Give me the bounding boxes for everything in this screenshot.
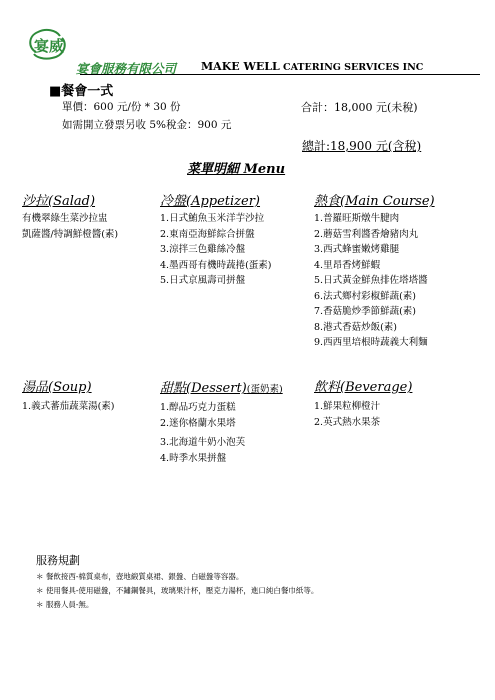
list-item: 1.醇品巧克力蛋糕 bbox=[160, 402, 236, 413]
list-item: 2.英式熱水果茶 bbox=[314, 416, 381, 428]
company-name-en-brand: MAKE WELL bbox=[201, 60, 280, 73]
salad-section bbox=[22, 190, 118, 242]
list-item: 1.鮮果粒柳橙汁 bbox=[314, 401, 381, 412]
services-list bbox=[36, 570, 318, 612]
list-item: ＊ 使用餐具-使用磁盤，不鏽鋼餐具，玻璃果汁杯，壓克力湯杯，進口純白餐巾紙等。 bbox=[36, 586, 319, 595]
appetizer-heading: 冷盤(Appetizer) bbox=[160, 194, 261, 209]
list-item: 1.日式鮪魚玉米洋芋沙拉 bbox=[160, 213, 265, 224]
list-item: 2.東南亞海鮮綜合拼盤 bbox=[160, 228, 255, 240]
list-item: 1.義式蕃茄蔬菜湯(素) bbox=[22, 401, 115, 412]
beverage-section bbox=[314, 376, 412, 430]
list-item: 3.西式蜂蜜嫩烤雞腿 bbox=[314, 244, 400, 255]
list-item: 1.普羅旺斯燉牛腱肉 bbox=[314, 213, 400, 224]
subtotal: 合計：18,000 元(未稅) bbox=[301, 101, 418, 114]
logo-text: 宴威 bbox=[33, 37, 65, 55]
appetizer-section bbox=[160, 190, 271, 289]
list-item: ＊ 服務人員-無。 bbox=[36, 600, 94, 609]
soup-heading: 湯品(Soup) bbox=[22, 380, 92, 395]
tax-note: 如需開立發票另收 5%稅金：900 元 bbox=[62, 119, 232, 131]
header-rule bbox=[80, 74, 480, 75]
list-item: 4.時季水果拼盤 bbox=[160, 452, 227, 464]
dessert-heading bbox=[160, 377, 283, 396]
salad-heading: 沙拉(Salad) bbox=[22, 194, 96, 209]
list-item: 5.日式黃金鮮魚排佐塔塔醬 bbox=[314, 275, 428, 286]
list-item: 6.法式鄉村彩椒鮮蔬(素) bbox=[314, 290, 416, 302]
unit-price: 單價：600 元/份 * 30 份 bbox=[62, 101, 181, 113]
soup-list bbox=[22, 399, 114, 415]
dessert-section bbox=[160, 377, 283, 466]
list-item: 凱薩醬/特調鮮橙醬(素) bbox=[22, 228, 119, 240]
list-item: 2.蘑菇雪利醬香燴豬肉丸 bbox=[314, 228, 419, 240]
appetizer-list bbox=[160, 211, 271, 289]
menu-title: 菜單明細 Menu bbox=[187, 162, 286, 177]
dessert-heading-note: (蛋奶素) bbox=[246, 384, 283, 395]
soup-section bbox=[22, 376, 114, 415]
list-item: 有機翠綠生菜沙拉盅 bbox=[22, 213, 108, 224]
dessert-list bbox=[160, 400, 283, 466]
beverage-heading: 飲料(Beverage) bbox=[314, 380, 413, 395]
company-name-en bbox=[201, 60, 423, 73]
main-course-list bbox=[314, 211, 435, 351]
company-name-en-rest: CATERING SERVICES INC bbox=[279, 62, 424, 73]
dessert-heading-title: 甜點(Dessert) bbox=[160, 381, 247, 396]
list-item: 5.日式京風壽司拼盤 bbox=[160, 275, 246, 286]
main-course-section bbox=[314, 190, 435, 351]
package-title: ■餐會一式 bbox=[49, 84, 114, 99]
services-title: 服務規劃 bbox=[36, 554, 80, 567]
list-item: 3.北海道牛奶小泡芙 bbox=[160, 437, 246, 448]
list-item: 7.香菇脆炒季節鮮蔬(素) bbox=[314, 306, 416, 317]
beverage-list bbox=[314, 399, 412, 430]
list-item: 2.迷你格蘭水果塔 bbox=[160, 417, 236, 429]
grand-total: 總計:18,900 元(含稅) bbox=[302, 139, 422, 153]
list-item: 4.里昂香烤鮮蝦 bbox=[314, 259, 381, 271]
list-item: 4.墨西哥有機時蔬捲(蛋素) bbox=[160, 259, 272, 271]
list-item: 3.涼拌三色雞絲冷盤 bbox=[160, 244, 246, 255]
company-name-zh: 宴會服務有限公司 bbox=[76, 61, 177, 76]
list-item: 9.西西里培根時蔬義大利麵 bbox=[314, 337, 428, 348]
list-item: 8.港式香菇炒飯(素) bbox=[314, 321, 397, 333]
salad-list bbox=[22, 211, 118, 242]
list-item: ＊ 餐飲接西-棉質桌布，壺地緞質桌裙、銀盤、白磁盤等容器。 bbox=[36, 572, 244, 581]
main-course-heading: 熱食(Main Course) bbox=[314, 194, 435, 209]
company-logo bbox=[22, 24, 76, 64]
